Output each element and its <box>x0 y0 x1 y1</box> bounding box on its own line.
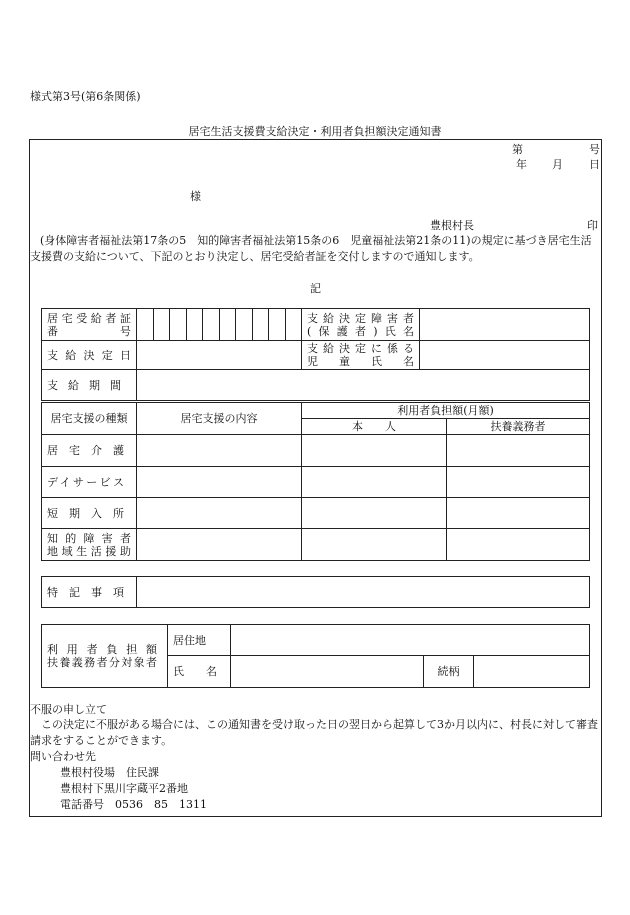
number-prefix: 第 <box>512 143 523 156</box>
supporter-burden-cell[interactable] <box>447 435 590 467</box>
service-row-label <box>42 467 137 498</box>
relation-value[interactable] <box>474 656 590 688</box>
recipient-number-label-ban: 番 <box>47 324 58 338</box>
contact-heading: 問い合わせ先 <box>30 750 96 763</box>
number-suffix: 号 <box>589 143 600 156</box>
special-notes-label <box>42 577 137 608</box>
service-row-label <box>42 498 137 529</box>
recipient-table <box>41 308 590 401</box>
address-value[interactable] <box>231 625 590 656</box>
service-content-cell[interactable] <box>137 529 302 561</box>
disabled-person-name-value[interactable] <box>420 309 590 341</box>
service-label-line1: 知的障害者 <box>47 531 131 545</box>
ki-label: 記 <box>310 282 321 295</box>
self-header: 本 人 <box>302 419 447 435</box>
self-burden-cell[interactable] <box>302 498 447 529</box>
service-label-short-stay: 短期入所 <box>47 506 124 520</box>
child-name-label <box>302 341 420 370</box>
service-label-day-service: デイサービス <box>47 475 124 489</box>
service-row-label <box>42 529 137 561</box>
period-value[interactable] <box>137 370 590 401</box>
form-number: 様式第3号(第6条関係) <box>30 90 141 103</box>
name-value[interactable] <box>231 656 424 688</box>
supporter-burden-cell[interactable] <box>447 498 590 529</box>
recipient-number-label-go: 号 <box>120 324 131 338</box>
recipient-number-label-line1: 居宅受給者証 <box>47 311 131 325</box>
self-burden-cell[interactable] <box>302 435 447 467</box>
address-label: 居住地 <box>168 625 231 656</box>
date-year: 年 <box>516 158 527 171</box>
child-name-label-line1: 支給決定に係る <box>307 342 414 355</box>
child-name-label-line2: 児童氏名 <box>307 355 414 368</box>
special-notes-text: 特記事項 <box>47 585 124 599</box>
recipient-number-cells[interactable] <box>137 309 302 341</box>
child-name-value[interactable] <box>420 341 590 370</box>
name-label: 氏 名 <box>168 656 231 688</box>
seal-mark: 印 <box>587 219 598 232</box>
period-label <box>42 370 137 401</box>
special-notes-value[interactable] <box>137 577 590 608</box>
contact-address: 豊根村下黒川字蔵平2番地 <box>60 782 188 795</box>
appeal-text: この決定に不服がある場合には、この通知書を受け取った日の翌日から起算して3か月以内に、村長に対して審査請求をすることができます。 <box>30 718 598 747</box>
disabled-person-name-label <box>302 309 420 341</box>
contact-office: 豊根村役場 住民課 <box>60 766 159 779</box>
service-content-header: 居宅支援の内容 <box>137 403 302 435</box>
appeal-heading: 不服の申し立て <box>30 703 107 716</box>
self-burden-cell[interactable] <box>302 467 447 498</box>
document-title: 居宅生活支援費支給決定・利用者負担額決定通知書 <box>188 125 442 138</box>
service-content-cell[interactable] <box>137 498 302 529</box>
service-content-cell[interactable] <box>137 467 302 498</box>
service-type-header: 居宅支援の種類 <box>42 403 137 435</box>
intro-text: (身体障害者福祉法第17条の5 知的障害者福祉法第15条の6 児童福祉法第21条の11)の規定に基づき居宅生活支援費の支給について、下記のとおり決定し、居宅受給者証を交付しますので通知します。 <box>30 234 592 263</box>
service-content-cell[interactable] <box>137 435 302 467</box>
disabled-person-label-line2: (保護者)氏名 <box>307 324 414 338</box>
date-month: 月 <box>552 158 563 171</box>
self-burden-cell[interactable] <box>302 529 447 561</box>
supporter-target-label <box>42 625 168 688</box>
supporter-table <box>41 624 590 688</box>
service-table <box>41 402 590 561</box>
period-text: 支給期間 <box>47 378 121 392</box>
relation-label: 続柄 <box>424 656 474 688</box>
special-notes-table <box>41 576 590 608</box>
service-row-label <box>42 435 137 467</box>
supporter-burden-cell[interactable] <box>447 467 590 498</box>
burden-header: 利用者負担額(月額) <box>302 403 590 419</box>
service-label-home-care: 居宅介護 <box>47 444 124 457</box>
contact-phone: 電話番号 0536 85 1311 <box>60 798 207 811</box>
service-label-line2: 地域生活援助 <box>47 544 131 558</box>
addressee-suffix: 様 <box>190 190 201 203</box>
date-day: 日 <box>589 158 600 171</box>
supporter-header: 扶養義務者 <box>447 419 590 435</box>
issuer-name: 豊根村長 <box>430 219 474 232</box>
supporter-burden-cell[interactable] <box>447 529 590 561</box>
decision-date-text: 支給決定日 <box>47 348 131 362</box>
disabled-person-label-line1: 支給決定障害者 <box>307 311 414 325</box>
decision-date-value[interactable] <box>137 341 302 370</box>
recipient-number-label <box>42 309 137 341</box>
supporter-target-line2: 扶養義務者分対象者 <box>47 656 157 669</box>
supporter-target-line1: 利用者負担額 <box>47 643 157 656</box>
decision-date-label <box>42 341 137 370</box>
